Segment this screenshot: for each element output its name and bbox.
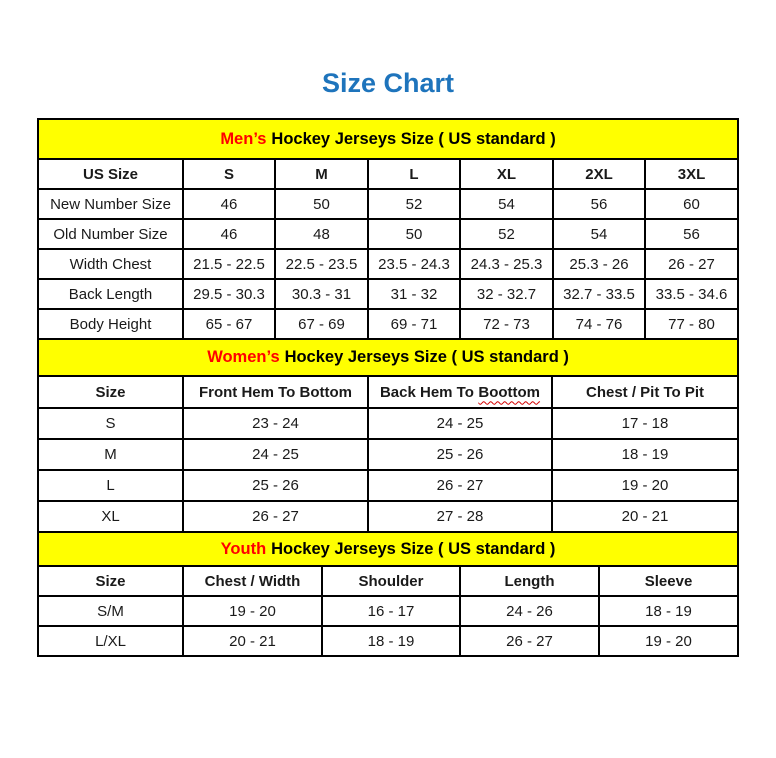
table-cell: 32 - 32.7 — [460, 279, 553, 309]
table-cell: 20 - 21 — [183, 626, 322, 656]
row-label: New Number Size — [38, 189, 183, 219]
youth-size-table — [37, 531, 739, 657]
table-cell: 46 — [183, 189, 275, 219]
table-cell: 72 - 73 — [460, 309, 553, 339]
table-cell: 50 — [368, 219, 460, 249]
womens-section-title — [38, 339, 738, 376]
row-label: XL — [38, 501, 183, 532]
table-cell: 32.7 - 33.5 — [553, 279, 645, 309]
table-cell: 25 - 26 — [368, 439, 552, 470]
table-row — [38, 189, 738, 219]
womens-size-table — [37, 338, 739, 533]
table-cell: 21.5 - 22.5 — [183, 249, 275, 279]
row-label: Back Length — [38, 279, 183, 309]
table-cell: 65 - 67 — [183, 309, 275, 339]
table-cell: 31 - 32 — [368, 279, 460, 309]
table-cell: 54 — [553, 219, 645, 249]
column-header: S — [183, 159, 275, 189]
column-header: Chest / Pit To Pit — [552, 376, 738, 408]
column-header: Chest / Width — [183, 566, 322, 596]
table-cell: 67 - 69 — [275, 309, 368, 339]
table-cell: 60 — [645, 189, 738, 219]
column-header-text: Back Hem To — [379, 383, 474, 401]
misspelled-word-with-spellcheck-squiggle: Boottom — [478, 383, 541, 401]
row-label: L/XL — [38, 626, 183, 656]
mens-title-highlight: Men’s — [220, 129, 267, 148]
mens-section-title — [38, 119, 738, 159]
womens-title-highlight: Women’s — [207, 348, 280, 366]
table-cell: 52 — [460, 219, 553, 249]
table-row — [38, 501, 738, 532]
table-cell: 24 - 25 — [183, 439, 368, 470]
mens-size-table — [37, 118, 739, 340]
table-cell: 56 — [553, 189, 645, 219]
table-cell: 74 - 76 — [553, 309, 645, 339]
column-header — [368, 376, 552, 408]
table-row — [38, 219, 738, 249]
row-label: L — [38, 470, 183, 501]
table-row — [38, 596, 738, 626]
table-cell: 54 — [460, 189, 553, 219]
column-header: Front Hem To Bottom — [183, 376, 368, 408]
page-title: Size Chart — [321, 68, 455, 98]
table-cell: 19 - 20 — [552, 470, 738, 501]
table-cell: 17 - 18 — [552, 408, 738, 439]
table-row — [38, 626, 738, 656]
youth-section-header — [38, 532, 738, 566]
mens-section-header — [38, 119, 738, 159]
table-cell: 24 - 26 — [460, 596, 599, 626]
womens-column-header-row — [38, 376, 738, 408]
table-row — [38, 279, 738, 309]
column-header: Shoulder — [322, 566, 460, 596]
table-row — [38, 408, 738, 439]
youth-title-highlight: Youth — [220, 539, 267, 558]
table-cell: 46 — [183, 219, 275, 249]
column-header: 3XL — [645, 159, 738, 189]
table-cell: 50 — [275, 189, 368, 219]
mens-column-header-row — [38, 159, 738, 189]
column-header: Sleeve — [599, 566, 738, 596]
row-label: M — [38, 439, 183, 470]
row-label: Old Number Size — [38, 219, 183, 249]
table-cell: 27 - 28 — [368, 501, 552, 532]
row-label: S — [38, 408, 183, 439]
table-cell: 56 — [645, 219, 738, 249]
womens-title-rest: Hockey Jerseys Size ( US standard ) — [284, 348, 569, 366]
table-cell: 26 - 27 — [368, 470, 552, 501]
table-cell: 25.3 - 26 — [553, 249, 645, 279]
row-label: Width Chest — [38, 249, 183, 279]
table-cell: 22.5 - 23.5 — [275, 249, 368, 279]
table-cell: 52 — [368, 189, 460, 219]
column-header: Size — [38, 376, 183, 408]
column-header: US Size — [38, 159, 183, 189]
row-label: S/M — [38, 596, 183, 626]
youth-title-rest: Hockey Jerseys Size ( US standard ) — [271, 539, 556, 558]
table-cell: 33.5 - 34.6 — [645, 279, 738, 309]
table-cell: 77 - 80 — [645, 309, 738, 339]
table-cell: 26 - 27 — [460, 626, 599, 656]
womens-section-header — [38, 339, 738, 376]
column-header: 2XL — [553, 159, 645, 189]
column-header: M — [275, 159, 368, 189]
table-cell: 24 - 25 — [368, 408, 552, 439]
table-cell: 24.3 - 25.3 — [460, 249, 553, 279]
table-cell: 29.5 - 30.3 — [183, 279, 275, 309]
size-chart-tables — [37, 118, 737, 657]
column-header: Size — [38, 566, 183, 596]
column-header: L — [368, 159, 460, 189]
table-row — [38, 470, 738, 501]
table-cell: 26 - 27 — [183, 501, 368, 532]
table-cell: 26 - 27 — [645, 249, 738, 279]
table-cell: 23.5 - 24.3 — [368, 249, 460, 279]
table-cell: 18 - 19 — [322, 626, 460, 656]
table-cell: 18 - 19 — [599, 596, 738, 626]
table-row — [38, 439, 738, 470]
table-cell: 19 - 20 — [599, 626, 738, 656]
table-cell: 69 - 71 — [368, 309, 460, 339]
table-row — [38, 309, 738, 339]
table-cell: 30.3 - 31 — [275, 279, 368, 309]
table-cell: 18 - 19 — [552, 439, 738, 470]
column-header: Length — [460, 566, 599, 596]
table-cell: 23 - 24 — [183, 408, 368, 439]
table-cell: 20 - 21 — [552, 501, 738, 532]
table-cell: 48 — [275, 219, 368, 249]
table-cell: 16 - 17 — [322, 596, 460, 626]
youth-column-header-row — [38, 566, 738, 596]
table-cell: 19 - 20 — [183, 596, 322, 626]
mens-title-rest: Hockey Jerseys Size ( US standard ) — [271, 129, 556, 148]
column-header: XL — [460, 159, 553, 189]
row-label: Body Height — [38, 309, 183, 339]
table-row — [38, 249, 738, 279]
youth-section-title — [38, 532, 738, 566]
table-cell: 25 - 26 — [183, 470, 368, 501]
